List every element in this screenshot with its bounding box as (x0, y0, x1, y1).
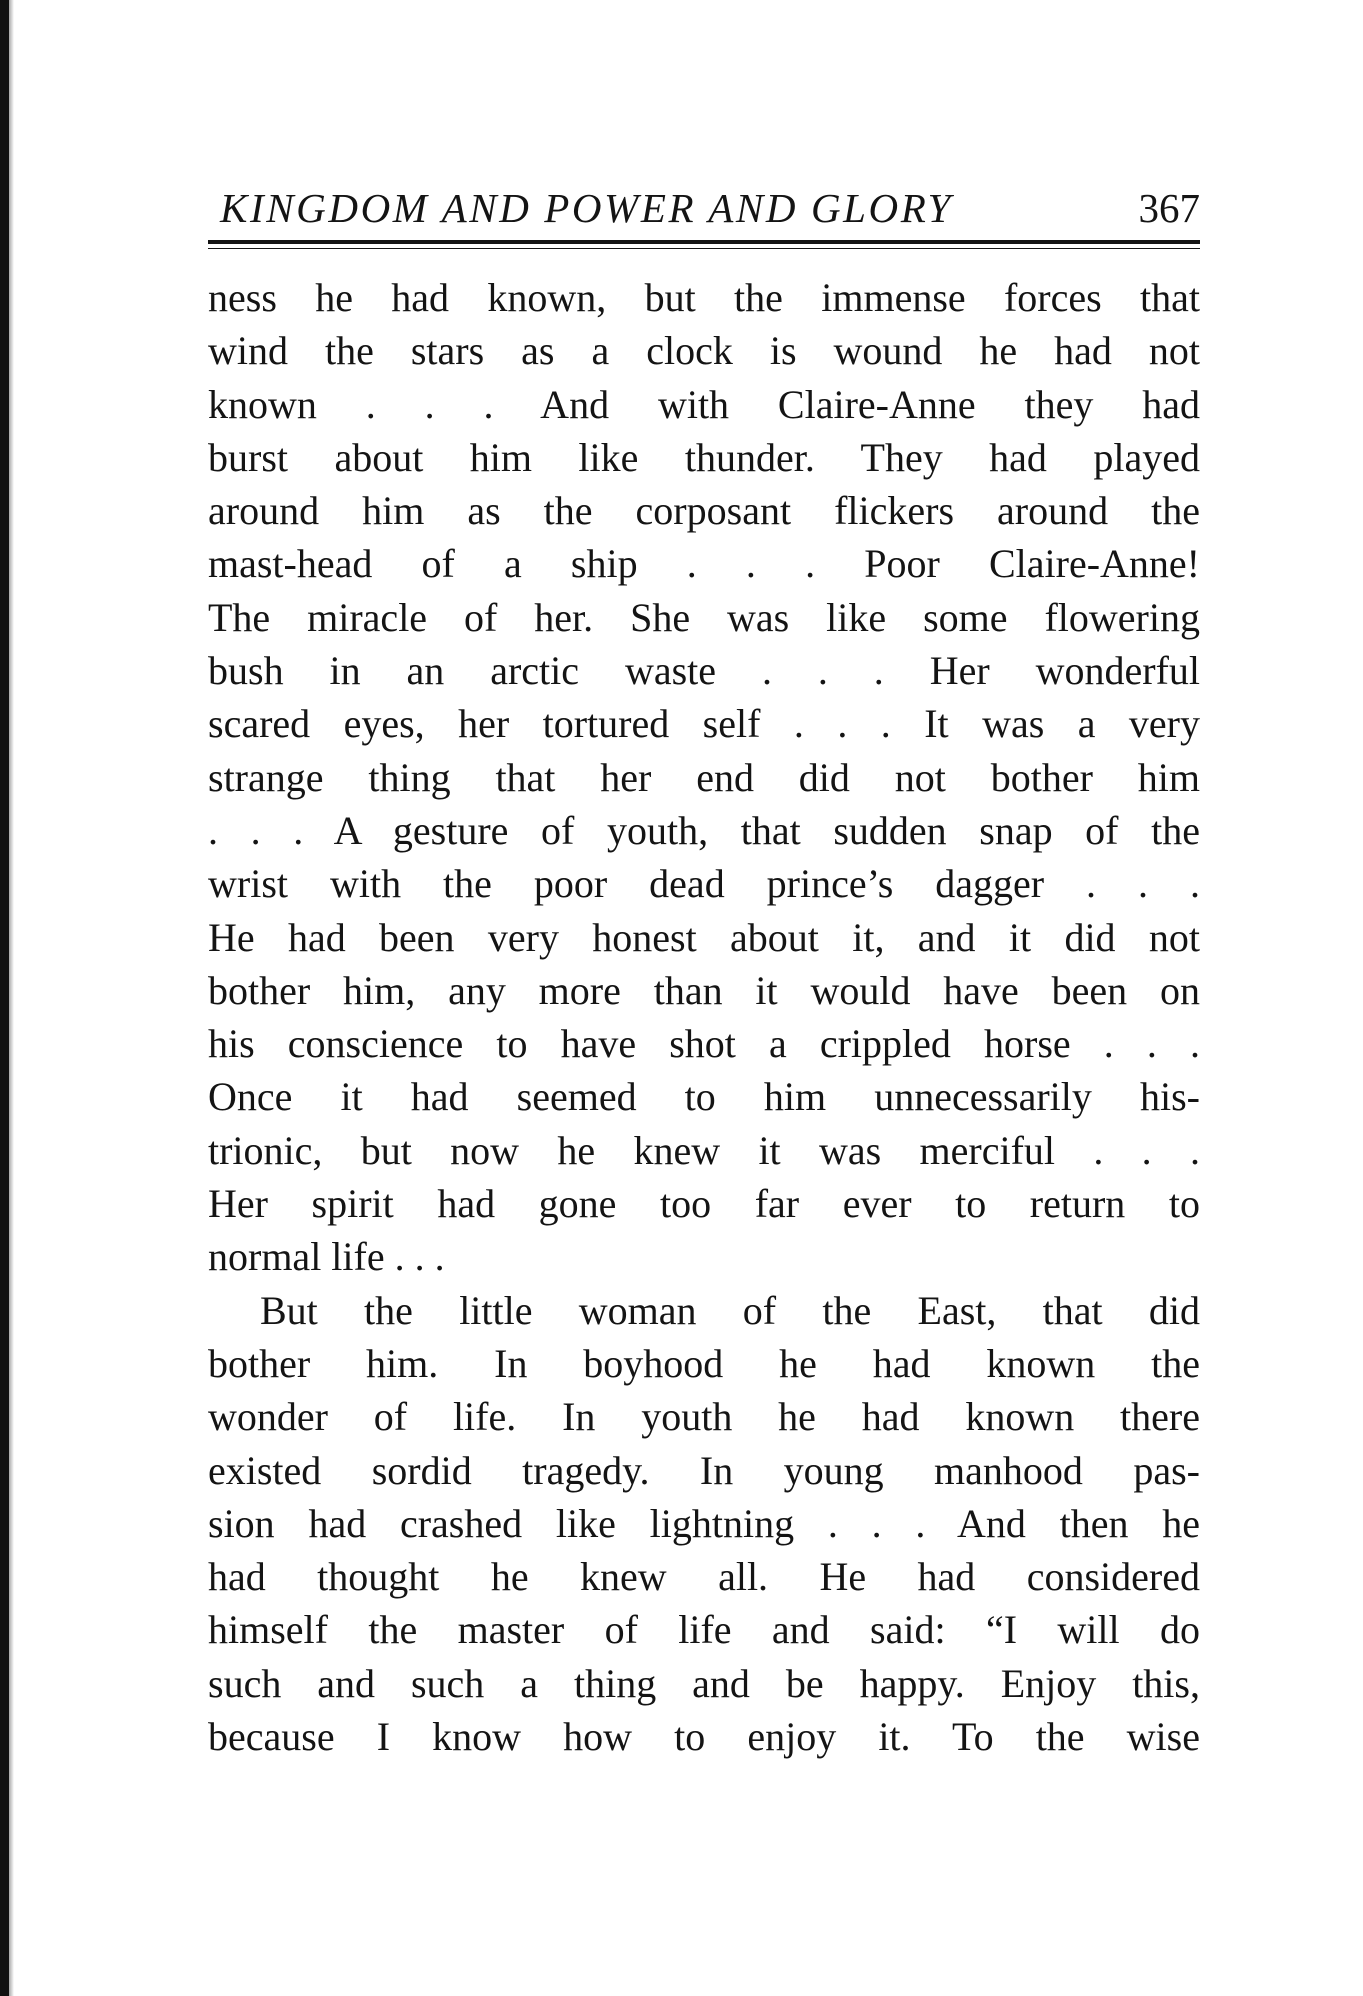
text-line: burst about him like thunder. They had played (208, 434, 1200, 480)
text-line: had thought he knew all. He had considered (208, 1554, 1200, 1600)
text-line: bother him, any more than it would have been on (208, 967, 1200, 1013)
text-line: wrist with the poor dead prince’s dagger . . . (208, 861, 1200, 907)
text-line: scared eyes, her tortured self . . . It was a very (208, 701, 1200, 747)
paragraph-end-line: normal life . . . (208, 1234, 445, 1280)
text-line: . . . A gesture of youth, that sudden snap of the (208, 807, 1200, 853)
text-line: his conscience to have shot a crippled horse . . . (208, 1021, 1200, 1067)
text-line: trionic, but now he knew it was merciful . . . (208, 1127, 1200, 1173)
book-page (208, 176, 1200, 1763)
text-line: Her spirit had gone too far ever to return to (208, 1181, 1200, 1227)
text-line: mast-head of a ship . . . Poor Claire-Anne! (208, 541, 1200, 587)
text-line: The miracle of her. She was like some flowering (208, 594, 1200, 640)
running-head (208, 176, 1200, 238)
running-title: KINGDOM AND POWER AND GLORY (220, 185, 954, 231)
text-line: strange thing that her end did not bother him (208, 754, 1200, 800)
text-line: himself the master of life and said: “I will do (208, 1607, 1200, 1653)
text-line: bush in an arctic waste . . . Her wonderful (208, 648, 1200, 694)
body-text (208, 271, 1200, 1763)
text-line: such and such a thing and be happy. Enjoy this, (208, 1660, 1200, 1706)
text-line: around him as the corposant flickers around the (208, 488, 1200, 534)
text-line: wonder of life. In youth he had known there (208, 1394, 1200, 1440)
text-line: bother him. In boyhood he had known the (208, 1340, 1200, 1386)
text-line: Once it had seemed to him unnecessarily his- (208, 1074, 1200, 1120)
page-binding-shadow (9, 0, 14, 1996)
paragraph-start-line: But the little woman of the East, that did (260, 1287, 1200, 1333)
page-number: 367 (1138, 185, 1200, 231)
text-line: wind the stars as a clock is wound he had not (208, 328, 1200, 374)
page-binding-edge (0, 0, 9, 1996)
text-line: sion had crashed like lightning . . . And then he (208, 1500, 1200, 1546)
text-line: He had been very honest about it, and it did not (208, 914, 1200, 960)
text-line: known . . . And with Claire-Anne they had (208, 381, 1200, 427)
header-rule (208, 240, 1200, 249)
text-line: existed sordid tragedy. In young manhood pas- (208, 1447, 1200, 1493)
text-line: ness he had known, but the immense forces that (208, 275, 1200, 320)
text-line: because I know how to enjoy it. To the wise (208, 1714, 1200, 1760)
